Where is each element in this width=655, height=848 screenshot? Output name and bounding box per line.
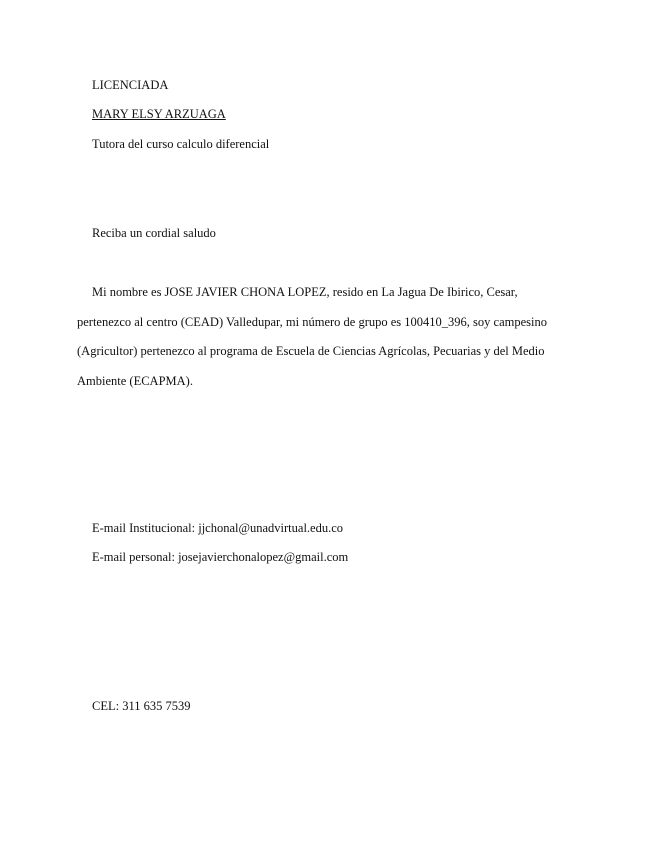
email-institutional: E-mail Institucional: jjchonal@unadvirtual.edu.co bbox=[92, 521, 344, 535]
phone-number: CEL: 311 635 7539 bbox=[92, 699, 191, 713]
recipient-name: MARY ELSY ARZUAGA bbox=[92, 107, 226, 121]
greeting: Reciba un cordial saludo bbox=[92, 226, 216, 240]
body-line-3: (Agricultor) pertenezco al programa de Escuela de Ciencias Agrícolas, Pecuarias y del Medio bbox=[77, 344, 545, 358]
body-line-2: pertenezco al centro (CEAD) Valledupar, mi número de grupo es 100410_396, soy campesino bbox=[77, 315, 547, 329]
title-line: LICENCIADA bbox=[92, 78, 169, 92]
body-line-1: Mi nombre es JOSE JAVIER CHONA LOPEZ, resido en La Jagua De Ibirico, Cesar, bbox=[92, 285, 518, 299]
body-line-4: Ambiente (ECAPMA). bbox=[77, 374, 193, 388]
recipient-role: Tutora del curso calculo diferencial bbox=[92, 137, 270, 151]
email-personal: E-mail personal: josejavierchonalopez@gmail.com bbox=[92, 550, 349, 564]
